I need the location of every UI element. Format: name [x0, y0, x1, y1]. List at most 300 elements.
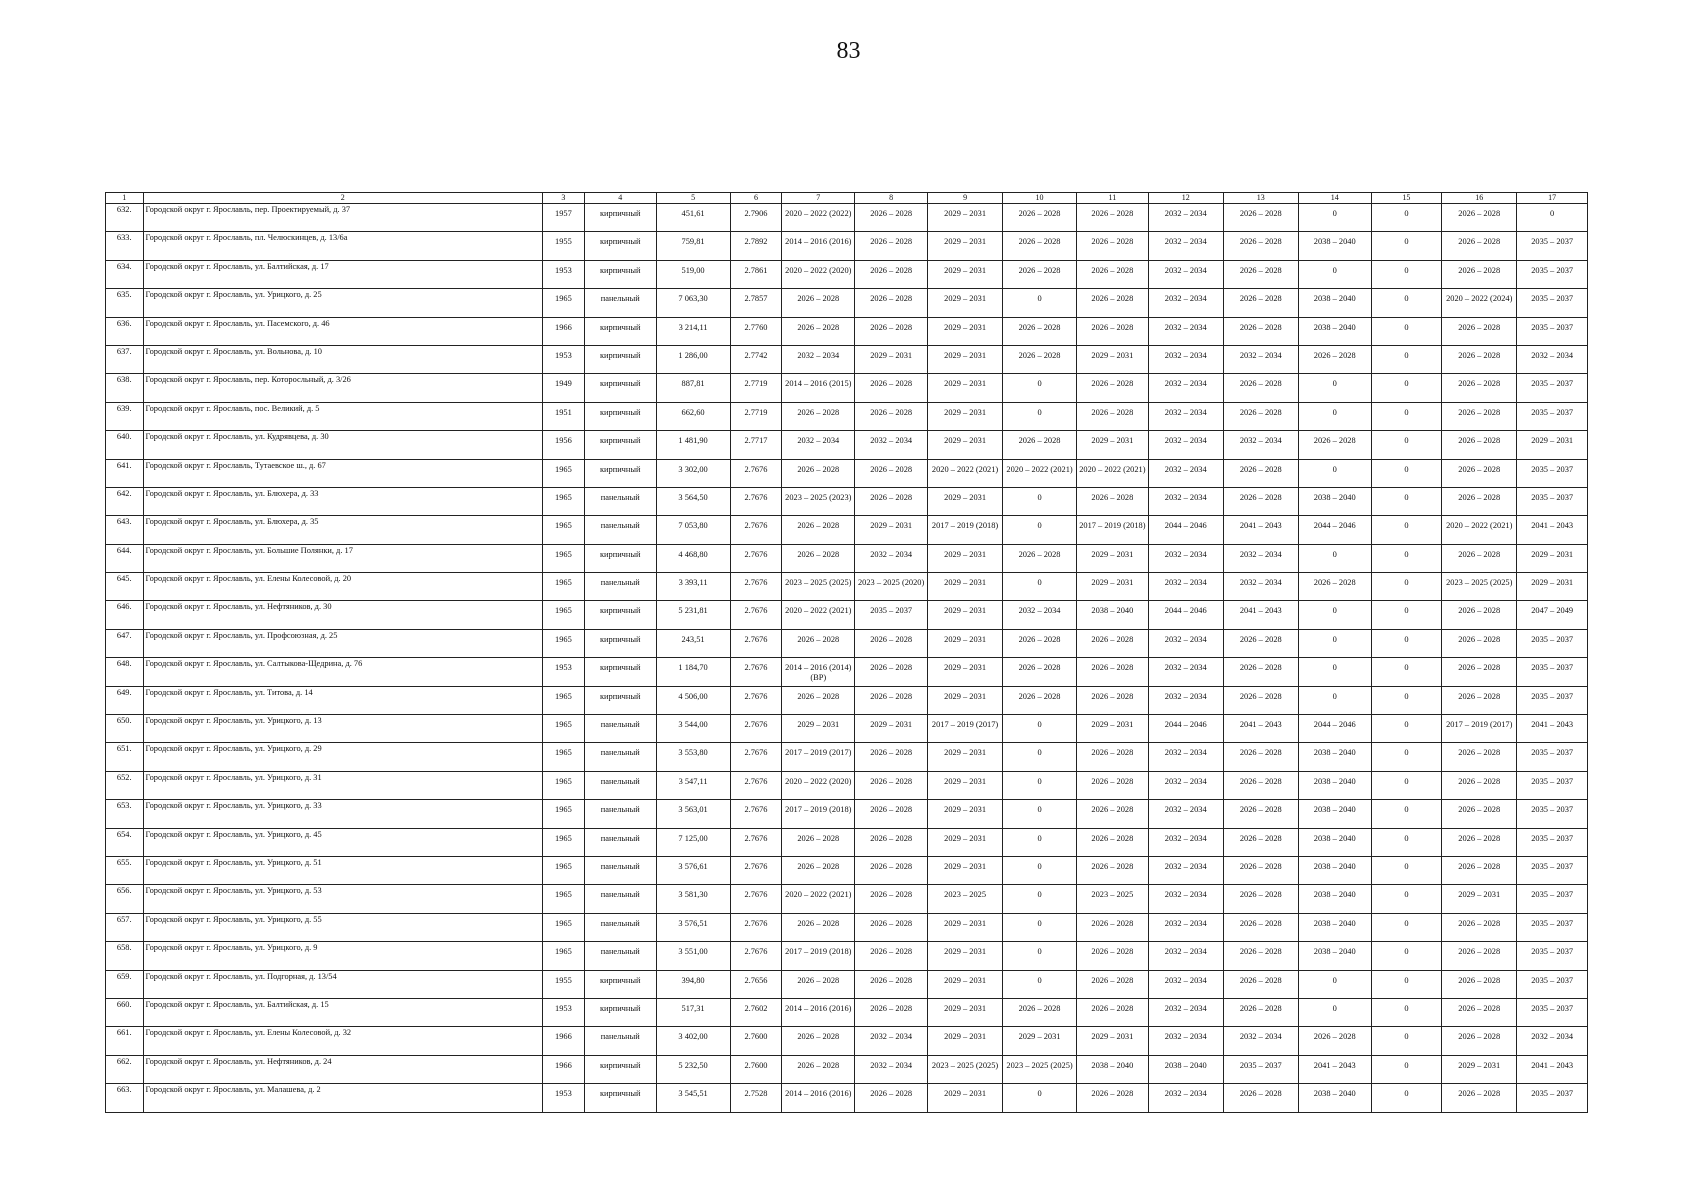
period-col-14-cell: 0: [1298, 459, 1371, 487]
wall-material-cell: кирпичный: [584, 402, 656, 430]
area-cell: 517,31: [656, 998, 730, 1026]
year-built-cell: 1955: [542, 970, 584, 998]
address-cell: Городской округ г. Ярославль, ул. Нефтяников, д. 24: [143, 1055, 542, 1083]
period-col-15-cell: 0: [1371, 544, 1442, 572]
period-col-12-cell: 2032 – 2034: [1148, 459, 1223, 487]
row-number-cell: 645.: [106, 573, 144, 601]
column-number-15: 15: [1371, 193, 1442, 204]
period-col-14-cell: 2038 – 2040: [1298, 487, 1371, 515]
row-number-cell: 654.: [106, 828, 144, 856]
row-number-cell: 637.: [106, 345, 144, 373]
period-col-17-cell: 2035 – 2037: [1517, 771, 1588, 799]
column-number-1: 1: [106, 193, 144, 204]
period-col-17-cell: 2032 – 2034: [1517, 1027, 1588, 1055]
row-number-cell: 641.: [106, 459, 144, 487]
table-body: [106, 204, 1588, 1113]
year-built-cell: 1953: [542, 658, 584, 686]
period-col-9-cell: 2017 – 2019 (2018): [928, 516, 1003, 544]
period-col-12-cell: 2032 – 2034: [1148, 260, 1223, 288]
coefficient-cell: 2.7857: [730, 289, 782, 317]
row-number-cell: 634.: [106, 260, 144, 288]
period-col-10-cell: 0: [1003, 771, 1077, 799]
period-col-15-cell: 0: [1371, 743, 1442, 771]
period-col-7-cell: 2020 – 2022 (2021): [782, 885, 855, 913]
area-cell: 3 551,00: [656, 942, 730, 970]
area-cell: 3 214,11: [656, 317, 730, 345]
row-number-cell: 640.: [106, 431, 144, 459]
address-cell: Городской округ г. Ярославль, ул. Титова, д. 14: [143, 686, 542, 714]
period-col-14-cell: 0: [1298, 402, 1371, 430]
year-built-cell: 1953: [542, 260, 584, 288]
period-col-10-cell: 2026 – 2028: [1003, 658, 1077, 686]
period-col-17-cell: 2035 – 2037: [1517, 970, 1588, 998]
year-built-cell: 1957: [542, 204, 584, 232]
period-col-14-cell: 0: [1298, 374, 1371, 402]
period-col-13-cell: 2026 – 2028: [1223, 686, 1298, 714]
area-cell: 759,81: [656, 232, 730, 260]
area-cell: 3 402,00: [656, 1027, 730, 1055]
period-col-17-cell: 2035 – 2037: [1517, 658, 1588, 686]
period-col-11-cell: 2026 – 2028: [1077, 487, 1149, 515]
period-col-15-cell: 0: [1371, 885, 1442, 913]
period-col-13-cell: 2032 – 2034: [1223, 431, 1298, 459]
period-col-11-cell: 2026 – 2028: [1077, 260, 1149, 288]
period-col-8-cell: 2026 – 2028: [855, 260, 928, 288]
coefficient-cell: 2.7676: [730, 771, 782, 799]
period-col-15-cell: 0: [1371, 1055, 1442, 1083]
year-built-cell: 1953: [542, 345, 584, 373]
table-row: [106, 998, 1588, 1026]
wall-material-cell: кирпичный: [584, 658, 656, 686]
period-col-10-cell: 2026 – 2028: [1003, 204, 1077, 232]
area-cell: 1 184,70: [656, 658, 730, 686]
wall-material-cell: кирпичный: [584, 317, 656, 345]
period-col-14-cell: 0: [1298, 544, 1371, 572]
year-built-cell: 1966: [542, 1027, 584, 1055]
period-col-10-cell: 2023 – 2025 (2025): [1003, 1055, 1077, 1083]
coefficient-cell: 2.7656: [730, 970, 782, 998]
area-cell: 5 232,50: [656, 1055, 730, 1083]
row-number-cell: 642.: [106, 487, 144, 515]
period-col-7-cell: 2026 – 2028: [782, 1055, 855, 1083]
period-col-9-cell: 2029 – 2031: [928, 970, 1003, 998]
year-built-cell: 1956: [542, 431, 584, 459]
area-cell: 3 563,01: [656, 800, 730, 828]
period-col-16-cell: 2026 – 2028: [1442, 374, 1517, 402]
period-col-17-cell: 2035 – 2037: [1517, 317, 1588, 345]
row-number-cell: 658.: [106, 942, 144, 970]
address-cell: Городской округ г. Ярославль, ул. Кудрявцева, д. 30: [143, 431, 542, 459]
column-number-header: [106, 193, 1588, 204]
year-built-cell: 1955: [542, 232, 584, 260]
coefficient-cell: 2.7600: [730, 1027, 782, 1055]
period-col-14-cell: 0: [1298, 204, 1371, 232]
area-cell: 1 481,90: [656, 431, 730, 459]
area-cell: 7 063,30: [656, 289, 730, 317]
period-col-11-cell: 2026 – 2028: [1077, 289, 1149, 317]
year-built-cell: 1965: [542, 629, 584, 657]
period-col-9-cell: 2029 – 2031: [928, 1027, 1003, 1055]
period-col-12-cell: 2032 – 2034: [1148, 289, 1223, 317]
address-cell: Городской округ г. Ярославль, ул. Нефтяников, д. 30: [143, 601, 542, 629]
area-cell: 5 231,81: [656, 601, 730, 629]
period-col-16-cell: 2026 – 2028: [1442, 431, 1517, 459]
coefficient-cell: 2.7676: [730, 629, 782, 657]
period-col-7-cell: 2014 – 2016 (2016): [782, 232, 855, 260]
period-col-9-cell: 2029 – 2031: [928, 998, 1003, 1026]
period-col-11-cell: 2026 – 2028: [1077, 658, 1149, 686]
period-col-14-cell: 2041 – 2043: [1298, 1055, 1371, 1083]
period-col-12-cell: 2032 – 2034: [1148, 487, 1223, 515]
area-cell: 7 053,80: [656, 516, 730, 544]
period-col-9-cell: 2029 – 2031: [928, 431, 1003, 459]
period-col-15-cell: 0: [1371, 459, 1442, 487]
period-col-10-cell: 0: [1003, 885, 1077, 913]
period-col-9-cell: 2029 – 2031: [928, 828, 1003, 856]
wall-material-cell: кирпичный: [584, 1084, 656, 1112]
period-col-15-cell: 0: [1371, 771, 1442, 799]
period-col-15-cell: 0: [1371, 629, 1442, 657]
table-row: [106, 374, 1588, 402]
year-built-cell: 1951: [542, 402, 584, 430]
period-col-11-cell: 2029 – 2031: [1077, 345, 1149, 373]
period-col-12-cell: 2032 – 2034: [1148, 317, 1223, 345]
table-row: [106, 1055, 1588, 1083]
period-col-13-cell: 2026 – 2028: [1223, 828, 1298, 856]
period-col-16-cell: 2020 – 2022 (2024): [1442, 289, 1517, 317]
wall-material-cell: кирпичный: [584, 686, 656, 714]
period-col-11-cell: 2029 – 2031: [1077, 1027, 1149, 1055]
period-col-15-cell: 0: [1371, 260, 1442, 288]
period-col-12-cell: 2032 – 2034: [1148, 885, 1223, 913]
period-col-13-cell: 2026 – 2028: [1223, 970, 1298, 998]
period-col-16-cell: 2026 – 2028: [1442, 998, 1517, 1026]
coefficient-cell: 2.7742: [730, 345, 782, 373]
period-col-15-cell: 0: [1371, 204, 1442, 232]
period-col-14-cell: 0: [1298, 260, 1371, 288]
period-col-7-cell: 2026 – 2028: [782, 459, 855, 487]
column-number-13: 13: [1223, 193, 1298, 204]
period-col-11-cell: 2026 – 2028: [1077, 913, 1149, 941]
table-row: [106, 828, 1588, 856]
period-col-10-cell: 2026 – 2028: [1003, 686, 1077, 714]
period-col-16-cell: 2029 – 2031: [1442, 885, 1517, 913]
period-col-11-cell: 2038 – 2040: [1077, 1055, 1149, 1083]
row-number-cell: 646.: [106, 601, 144, 629]
column-number-5: 5: [656, 193, 730, 204]
period-col-8-cell: 2026 – 2028: [855, 686, 928, 714]
period-col-16-cell: 2029 – 2031: [1442, 1055, 1517, 1083]
period-col-14-cell: 0: [1298, 629, 1371, 657]
address-cell: Городской округ г. Ярославль, ул. Урицкого, д. 55: [143, 913, 542, 941]
period-col-14-cell: 2038 – 2040: [1298, 1084, 1371, 1112]
period-col-7-cell: 2026 – 2028: [782, 828, 855, 856]
column-number-9: 9: [928, 193, 1003, 204]
period-col-12-cell: 2044 – 2046: [1148, 601, 1223, 629]
period-col-13-cell: 2026 – 2028: [1223, 204, 1298, 232]
period-col-15-cell: 0: [1371, 970, 1442, 998]
period-col-12-cell: 2032 – 2034: [1148, 204, 1223, 232]
table-row: [106, 601, 1588, 629]
period-col-16-cell: 2026 – 2028: [1442, 487, 1517, 515]
period-col-13-cell: 2026 – 2028: [1223, 885, 1298, 913]
area-cell: 3 564,50: [656, 487, 730, 515]
wall-material-cell: кирпичный: [584, 431, 656, 459]
period-col-15-cell: 0: [1371, 686, 1442, 714]
period-col-9-cell: 2017 – 2019 (2017): [928, 715, 1003, 743]
period-col-9-cell: 2023 – 2025 (2025): [928, 1055, 1003, 1083]
period-col-16-cell: 2017 – 2019 (2017): [1442, 715, 1517, 743]
column-number-10: 10: [1003, 193, 1077, 204]
period-col-16-cell: 2026 – 2028: [1442, 629, 1517, 657]
year-built-cell: 1965: [542, 516, 584, 544]
year-built-cell: 1965: [542, 544, 584, 572]
area-cell: 887,81: [656, 374, 730, 402]
coefficient-cell: 2.7676: [730, 828, 782, 856]
period-col-11-cell: 2026 – 2028: [1077, 771, 1149, 799]
address-cell: Городской округ г. Ярославль, ул. Пасемского, д. 46: [143, 317, 542, 345]
period-col-10-cell: 0: [1003, 715, 1077, 743]
column-number-16: 16: [1442, 193, 1517, 204]
period-col-12-cell: 2032 – 2034: [1148, 771, 1223, 799]
year-built-cell: 1965: [542, 885, 584, 913]
table-row: [106, 629, 1588, 657]
area-cell: 3 576,61: [656, 856, 730, 884]
period-col-8-cell: 2029 – 2031: [855, 516, 928, 544]
period-col-11-cell: 2026 – 2028: [1077, 800, 1149, 828]
row-number-cell: 651.: [106, 743, 144, 771]
coefficient-cell: 2.7717: [730, 431, 782, 459]
register-table: [105, 192, 1588, 1113]
period-col-11-cell: 2026 – 2028: [1077, 686, 1149, 714]
area-cell: 3 547,11: [656, 771, 730, 799]
period-col-7-cell: 2026 – 2028: [782, 629, 855, 657]
period-col-17-cell: 2035 – 2037: [1517, 1084, 1588, 1112]
period-col-11-cell: 2026 – 2028: [1077, 204, 1149, 232]
coefficient-cell: 2.7676: [730, 715, 782, 743]
row-number-cell: 648.: [106, 658, 144, 686]
coefficient-cell: 2.7760: [730, 317, 782, 345]
row-number-cell: 655.: [106, 856, 144, 884]
period-col-17-cell: 2035 – 2037: [1517, 828, 1588, 856]
address-cell: Городской округ г. Ярославль, ул. Урицкого, д. 33: [143, 800, 542, 828]
area-cell: 3 553,80: [656, 743, 730, 771]
period-col-8-cell: 2026 – 2028: [855, 800, 928, 828]
year-built-cell: 1965: [542, 686, 584, 714]
table-row: [106, 204, 1588, 232]
period-col-12-cell: 2032 – 2034: [1148, 913, 1223, 941]
period-col-11-cell: 2029 – 2031: [1077, 715, 1149, 743]
period-col-12-cell: 2032 – 2034: [1148, 573, 1223, 601]
period-col-16-cell: 2026 – 2028: [1442, 402, 1517, 430]
period-col-12-cell: 2032 – 2034: [1148, 658, 1223, 686]
period-col-10-cell: 0: [1003, 289, 1077, 317]
period-col-9-cell: 2029 – 2031: [928, 1084, 1003, 1112]
period-col-10-cell: 2029 – 2031: [1003, 1027, 1077, 1055]
period-col-15-cell: 0: [1371, 345, 1442, 373]
period-col-12-cell: 2038 – 2040: [1148, 1055, 1223, 1083]
period-col-9-cell: 2029 – 2031: [928, 743, 1003, 771]
row-number-cell: 661.: [106, 1027, 144, 1055]
row-number-cell: 656.: [106, 885, 144, 913]
area-cell: 3 576,51: [656, 913, 730, 941]
table-row: [106, 459, 1588, 487]
period-col-13-cell: 2041 – 2043: [1223, 601, 1298, 629]
row-number-cell: 662.: [106, 1055, 144, 1083]
period-col-8-cell: 2026 – 2028: [855, 459, 928, 487]
period-col-9-cell: 2029 – 2031: [928, 374, 1003, 402]
area-cell: 4 468,80: [656, 544, 730, 572]
row-number-cell: 639.: [106, 402, 144, 430]
address-cell: Городской округ г. Ярославль, ул. Салтыкова-Щедрина, д. 76: [143, 658, 542, 686]
period-col-12-cell: 2032 – 2034: [1148, 345, 1223, 373]
wall-material-cell: панельный: [584, 771, 656, 799]
period-col-14-cell: 2038 – 2040: [1298, 743, 1371, 771]
address-cell: Городской округ г. Ярославль, пос. Великий, д. 5: [143, 402, 542, 430]
address-cell: Городской округ г. Ярославль, ул. Елены Колесовой, д. 20: [143, 573, 542, 601]
coefficient-cell: 2.7676: [730, 942, 782, 970]
period-col-12-cell: 2032 – 2034: [1148, 1027, 1223, 1055]
wall-material-cell: панельный: [584, 828, 656, 856]
period-col-17-cell: 2035 – 2037: [1517, 232, 1588, 260]
address-cell: Городской округ г. Ярославль, ул. Вольнова, д. 10: [143, 345, 542, 373]
row-number-cell: 660.: [106, 998, 144, 1026]
row-number-cell: 635.: [106, 289, 144, 317]
table-row: [106, 544, 1588, 572]
area-cell: 7 125,00: [656, 828, 730, 856]
period-col-7-cell: 2020 – 2022 (2021): [782, 601, 855, 629]
address-cell: Городской округ г. Ярославль, ул. Урицкого, д. 13: [143, 715, 542, 743]
wall-material-cell: панельный: [584, 913, 656, 941]
period-col-10-cell: 2026 – 2028: [1003, 317, 1077, 345]
period-col-13-cell: 2041 – 2043: [1223, 516, 1298, 544]
table-row: [106, 970, 1588, 998]
year-built-cell: 1965: [542, 459, 584, 487]
table-row: [106, 402, 1588, 430]
period-col-13-cell: 2026 – 2028: [1223, 942, 1298, 970]
period-col-11-cell: 2026 – 2028: [1077, 317, 1149, 345]
period-col-12-cell: 2044 – 2046: [1148, 516, 1223, 544]
coefficient-cell: 2.7676: [730, 800, 782, 828]
period-col-9-cell: 2029 – 2031: [928, 942, 1003, 970]
column-number-2: 2: [143, 193, 542, 204]
year-built-cell: 1965: [542, 828, 584, 856]
area-cell: 3 393,11: [656, 573, 730, 601]
period-col-15-cell: 0: [1371, 1027, 1442, 1055]
period-col-13-cell: 2035 – 2037: [1223, 1055, 1298, 1083]
wall-material-cell: кирпичный: [584, 1055, 656, 1083]
area-cell: 1 286,00: [656, 345, 730, 373]
period-col-7-cell: 2023 – 2025 (2025): [782, 573, 855, 601]
period-col-14-cell: 0: [1298, 658, 1371, 686]
period-col-14-cell: 2044 – 2046: [1298, 516, 1371, 544]
period-col-9-cell: 2029 – 2031: [928, 658, 1003, 686]
period-col-7-cell: 2020 – 2022 (2022): [782, 204, 855, 232]
period-col-17-cell: 2029 – 2031: [1517, 573, 1588, 601]
period-col-7-cell: 2014 – 2016 (2016): [782, 1084, 855, 1112]
period-col-16-cell: 2026 – 2028: [1442, 232, 1517, 260]
period-col-9-cell: 2020 – 2022 (2021): [928, 459, 1003, 487]
column-number-7: 7: [782, 193, 855, 204]
period-col-8-cell: 2026 – 2028: [855, 402, 928, 430]
period-col-13-cell: 2026 – 2028: [1223, 629, 1298, 657]
period-col-12-cell: 2032 – 2034: [1148, 686, 1223, 714]
coefficient-cell: 2.7892: [730, 232, 782, 260]
period-col-9-cell: 2029 – 2031: [928, 573, 1003, 601]
area-cell: 3 581,30: [656, 885, 730, 913]
period-col-7-cell: 2014 – 2016 (2014) (ВР): [782, 658, 855, 686]
period-col-15-cell: 0: [1371, 942, 1442, 970]
period-col-8-cell: 2026 – 2028: [855, 289, 928, 317]
coefficient-cell: 2.7719: [730, 402, 782, 430]
period-col-12-cell: 2032 – 2034: [1148, 431, 1223, 459]
period-col-11-cell: 2017 – 2019 (2018): [1077, 516, 1149, 544]
period-col-11-cell: 2038 – 2040: [1077, 601, 1149, 629]
period-col-11-cell: 2026 – 2028: [1077, 1084, 1149, 1112]
table-row: [106, 487, 1588, 515]
period-col-14-cell: 0: [1298, 601, 1371, 629]
period-col-15-cell: 0: [1371, 402, 1442, 430]
period-col-16-cell: 2026 – 2028: [1442, 544, 1517, 572]
period-col-16-cell: 2026 – 2028: [1442, 970, 1517, 998]
period-col-12-cell: 2032 – 2034: [1148, 970, 1223, 998]
year-built-cell: 1965: [542, 289, 584, 317]
period-col-8-cell: 2026 – 2028: [855, 232, 928, 260]
period-col-15-cell: 0: [1371, 913, 1442, 941]
period-col-7-cell: 2017 – 2019 (2018): [782, 800, 855, 828]
period-col-12-cell: 2032 – 2034: [1148, 800, 1223, 828]
period-col-10-cell: 2026 – 2028: [1003, 431, 1077, 459]
coefficient-cell: 2.7676: [730, 686, 782, 714]
table-row: [106, 743, 1588, 771]
coefficient-cell: 2.7676: [730, 544, 782, 572]
wall-material-cell: панельный: [584, 289, 656, 317]
period-col-8-cell: 2029 – 2031: [855, 345, 928, 373]
wall-material-cell: кирпичный: [584, 345, 656, 373]
period-col-11-cell: 2023 – 2025: [1077, 885, 1149, 913]
period-col-8-cell: 2026 – 2028: [855, 942, 928, 970]
period-col-16-cell: 2026 – 2028: [1442, 260, 1517, 288]
table-row: [106, 345, 1588, 373]
period-col-16-cell: 2026 – 2028: [1442, 1084, 1517, 1112]
address-cell: Городской округ г. Ярославль, ул. Урицкого, д. 25: [143, 289, 542, 317]
address-cell: Городской округ г. Ярославль, ул. Профсоюзная, д. 25: [143, 629, 542, 657]
wall-material-cell: кирпичный: [584, 260, 656, 288]
period-col-17-cell: 2035 – 2037: [1517, 800, 1588, 828]
period-col-15-cell: 0: [1371, 573, 1442, 601]
period-col-17-cell: 0: [1517, 204, 1588, 232]
period-col-7-cell: 2020 – 2022 (2020): [782, 260, 855, 288]
period-col-8-cell: 2026 – 2028: [855, 1084, 928, 1112]
period-col-17-cell: 2035 – 2037: [1517, 260, 1588, 288]
period-col-13-cell: 2026 – 2028: [1223, 800, 1298, 828]
year-built-cell: 1953: [542, 998, 584, 1026]
table-row: [106, 658, 1588, 686]
period-col-8-cell: 2026 – 2028: [855, 970, 928, 998]
period-col-17-cell: 2029 – 2031: [1517, 431, 1588, 459]
row-number-cell: 663.: [106, 1084, 144, 1112]
period-col-12-cell: 2032 – 2034: [1148, 942, 1223, 970]
period-col-10-cell: 0: [1003, 800, 1077, 828]
column-number-6: 6: [730, 193, 782, 204]
period-col-13-cell: 2026 – 2028: [1223, 771, 1298, 799]
period-col-17-cell: 2035 – 2037: [1517, 459, 1588, 487]
period-col-17-cell: 2035 – 2037: [1517, 942, 1588, 970]
wall-material-cell: кирпичный: [584, 629, 656, 657]
period-col-17-cell: 2047 – 2049: [1517, 601, 1588, 629]
period-col-9-cell: 2029 – 2031: [928, 204, 1003, 232]
period-col-14-cell: 2044 – 2046: [1298, 715, 1371, 743]
